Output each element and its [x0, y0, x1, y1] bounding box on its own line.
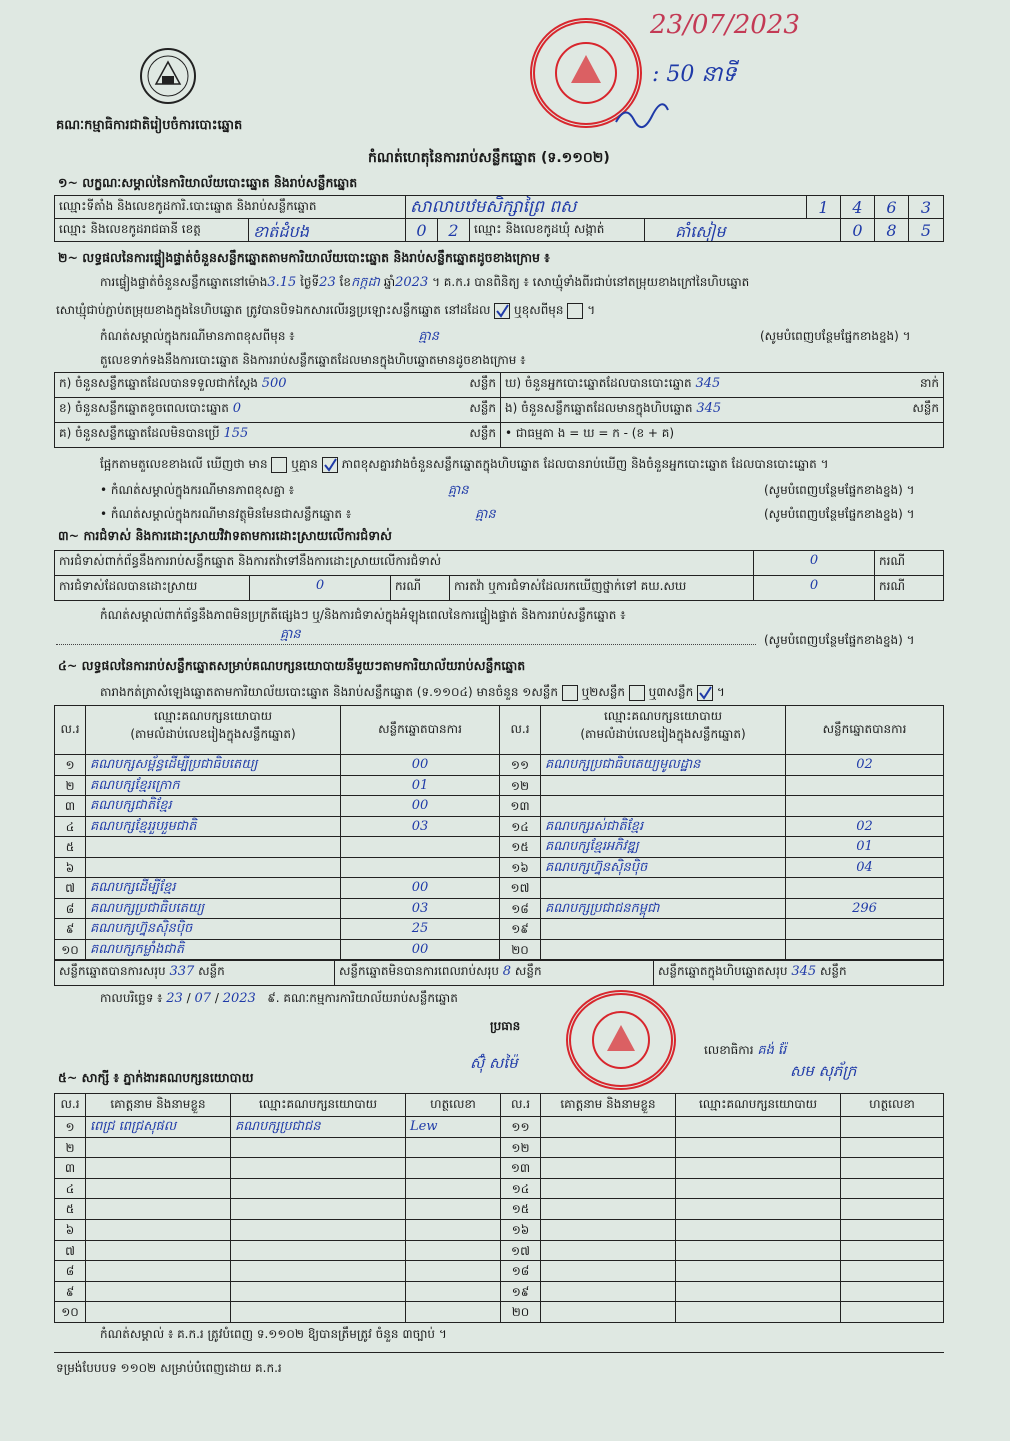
count-row-a-left: ក) ចំនួនសន្លឹកឆ្នោតដែលបានទទួលជាក់ស្តែង 500 សន្លឹក	[54, 372, 501, 398]
witness-row-sign	[405, 1198, 501, 1220]
station-code-1: 1	[806, 195, 841, 219]
witness-row-no: ៦	[54, 1219, 86, 1241]
result-row-no: ២	[54, 775, 86, 797]
complaint-row-1-value: 0	[753, 550, 875, 576]
count-row-b-right: ង) ចំនួនសន្លឹកឆ្នោតដែលមានក្នុងហិបឆ្នោត 345 សន្លឹក	[500, 397, 944, 423]
result-row-votes	[785, 795, 944, 817]
results-col-party-left: ឈ្មោះគណបក្សនយោបាយ (តាមលំដាប់លេខរៀងក្នុងសន្លឹកឆ្នោត)	[85, 705, 341, 755]
result-row-no: ១១	[499, 754, 541, 776]
three-sheet-checkbox[interactable]	[697, 685, 713, 701]
footer-divider	[54, 1352, 944, 1353]
total-invalid-cell: សន្លឹកឆ្នោតមិនបានការពេលរាប់សរុប 8 សន្លឹក	[334, 960, 654, 986]
witness-col-sign-right: ហត្ថលេខា	[840, 1093, 944, 1117]
result-row-no: ៥	[54, 836, 86, 858]
station-label: ឈ្មោះទីតាំង និងលេខកូដការិ.បោះឆ្នោត និងរាប់សន្លឹកឆ្នោត	[54, 195, 406, 219]
counts-intro: តួលេខទាក់ទងនឹងការបោះឆ្នោត និងការរាប់សន្លឹកឆ្នោតដែលមានក្នុងហិបឆ្នោតមានដូចខាងក្រោម ៖	[100, 353, 526, 367]
province-code-1: 0	[405, 218, 438, 242]
bullet-note-1: • កំណត់សម្គាល់ក្នុងករណីមានភាពខុសគ្នា ៖ គ្មាន	[100, 483, 469, 498]
witness-row-sign	[405, 1260, 501, 1282]
result-row-no: ៨	[54, 898, 86, 920]
witness-col-no-right: ល.រ	[500, 1093, 541, 1117]
tally-sheet-line: តារាងកត់ត្រាសំឡេងឆ្នោតតាមការិយាល័យបោះឆ្នោត និងរាប់សន្លឹកឆ្នោត (ទ.១១០៤) មានចំនួន ១សន្លឹក ឬ២សន្លឹក ឬ៣សន្លឹក ។	[100, 685, 725, 699]
witness-row-party	[675, 1281, 841, 1303]
witness-col-sign-left: ហត្ថលេខា	[405, 1093, 501, 1117]
province-value: ខាត់ដំបង	[248, 218, 406, 242]
complaint-row-2b-label: ការតវ៉ា ឬការជំទាស់ដែលរកឃើញថ្នាក់ទៅ គឃ.សឃ	[449, 575, 754, 601]
result-row-no: ១៨	[499, 898, 541, 920]
bottom-note: ទម្រង់បែបបទ ១១០២ សម្រាប់បំពេញដោយ គ.ក.រ	[56, 1361, 282, 1375]
witness-row-sign	[405, 1178, 501, 1200]
result-row-votes: 02	[785, 754, 944, 776]
chair-signature-name: ស៊ុំ សម៉ៃ	[470, 1054, 518, 1072]
footnote: កំណត់សម្គាល់ ៖ គ.ក.រ ត្រូវបំពេញ ទ.១១០២ ឱ្យបានត្រឹមត្រូវ ចំនួន ៣ច្បាប់ ។	[100, 1327, 447, 1341]
result-row-party: គណបក្សខ្មែររួបរួមជាតិ	[85, 816, 341, 838]
station-name-value: សាលាបឋមសិក្សាព្រៃ ពស	[405, 195, 807, 219]
witness-row-party	[675, 1260, 841, 1282]
section5-title: ៥~ សាក្សី ៖ ភ្នាក់ងារគណបក្សនយោបាយ	[58, 1070, 254, 1085]
witness-row-name	[540, 1281, 676, 1303]
witness-row-name	[540, 1178, 676, 1200]
station-code-2: 4	[840, 195, 875, 219]
witness-row-party	[230, 1137, 406, 1159]
witness-row-name: ពេជ្រ ពេជ្រសុផល	[85, 1116, 231, 1138]
witness-row-sign	[840, 1301, 944, 1323]
witness-row-sign	[405, 1219, 501, 1241]
province-code-2: 2	[437, 218, 470, 242]
witness-row-name	[85, 1137, 231, 1159]
verification-line-1: ការផ្ទៀងផ្ទាត់ចំនួនសន្លឹកឆ្នោតនៅម៉ោង3.15 ថ្ងៃទី23 ខែកក្កដា ឆ្នាំ2023 ។ គ.ក.រ បានពិនិត្យ ៖ សោឃ្មុំទាំងពីរជាប់នៅតម្រុយខាងក្រៅនៃហិបឆ្នោត	[100, 275, 750, 290]
section3-title: ៣~ ការជំទាស់ និងការដោះស្រាយវិវាទតាមការដោះស្រាយលើការជំទាស់	[58, 528, 392, 543]
witness-row-name	[85, 1219, 231, 1241]
result-row-party	[540, 918, 786, 940]
witness-row-party	[230, 1281, 406, 1303]
witness-row-sign	[405, 1137, 501, 1159]
station-code-3: 6	[874, 195, 909, 219]
station-code-4: 3	[908, 195, 944, 219]
result-row-party	[540, 795, 786, 817]
commune-label: ឈ្មោះ និងលេខកូដឃុំ សង្កាត់	[469, 218, 645, 242]
result-row-no: ១៣	[499, 795, 541, 817]
result-row-no: ១៦	[499, 857, 541, 879]
witness-row-party	[675, 1198, 841, 1220]
witness-row-no: ១៩	[500, 1281, 541, 1303]
total-valid-cell: សន្លឹកឆ្នោតបានការសរុប 337 សន្លឹក	[54, 960, 335, 986]
province-label: ឈ្មោះ និងលេខកូដរាជធានី ខេត្ត	[54, 218, 249, 242]
result-row-votes: 00	[340, 877, 500, 899]
commune-code-3: 5	[908, 218, 944, 242]
commune-code-1: 0	[840, 218, 875, 242]
count-row-formula: • ជាធម្មតា ង = ឃ = ក - (ខ + គ)	[500, 422, 944, 448]
complaint-row-2b-unit: ករណី	[874, 575, 944, 601]
witness-row-no: ១៥	[500, 1198, 541, 1220]
witness-row-sign	[405, 1240, 501, 1262]
witness-row-name	[540, 1219, 676, 1241]
result-row-party: គណបក្សហ្វ៊ុនស៊ិនប៉ិច	[540, 857, 786, 879]
result-row-party: គណបក្សប្រជាធិបតេយ្យមូលដ្ឋាន	[540, 754, 786, 776]
result-row-party: គណបក្សខ្មែរក្រោក	[85, 775, 341, 797]
result-row-votes: 00	[340, 795, 500, 817]
result-row-no: ១៤	[499, 816, 541, 838]
results-col-no-right: ល.រ	[499, 705, 541, 755]
witness-row-no: ១៦	[500, 1219, 541, 1241]
witness-col-no-left: ល.រ	[54, 1093, 86, 1117]
result-row-votes	[785, 918, 944, 940]
irregularity-note-label: កំណត់សម្គាល់ពាក់ព័ន្ធនឹងភាពមិនប្រក្រតីផ្សេងៗ ឬ/និងការជំទាស់ក្នុងអំឡុងពេលនៃការផ្ទៀងផ្ទាត់ និងការរាប់សន្លឹកឆ្នោត ៖	[100, 608, 626, 622]
witness-row-party	[230, 1260, 406, 1282]
result-row-no: ១២	[499, 775, 541, 797]
witness-row-name	[85, 1260, 231, 1282]
witness-row-sign	[405, 1301, 501, 1323]
witness-row-party	[230, 1219, 406, 1241]
witness-row-no: ១៤	[500, 1178, 541, 1200]
results-col-no-left: ល.រ	[54, 705, 86, 755]
witness-row-no: ៥	[54, 1198, 86, 1220]
result-row-votes	[785, 877, 944, 899]
official-stamp-bottom	[566, 990, 676, 1090]
count-row-a-right: ឃ) ចំនួនអ្នកបោះឆ្នោតដែលបានបោះឆ្នោត 345 នាក់	[500, 372, 944, 398]
witness-row-party	[675, 1240, 841, 1262]
changed-checkbox[interactable]	[567, 303, 583, 319]
fill-hint-4: (សូមបំពេញបន្ថែមផ្នែកខាងខ្នង) ។	[764, 633, 915, 647]
no-difference-checkbox[interactable]	[322, 457, 338, 473]
witness-row-name	[540, 1137, 676, 1159]
result-row-no: ៣	[54, 795, 86, 817]
witness-row-sign	[840, 1260, 944, 1282]
witness-row-name	[85, 1240, 231, 1262]
result-row-votes	[340, 857, 500, 879]
result-row-party: គណបក្សជាតិខ្មែរ	[85, 795, 341, 817]
witness-row-name	[540, 1240, 676, 1262]
result-row-party	[540, 877, 786, 899]
result-row-no: ២០	[499, 939, 541, 961]
commune-code-2: 8	[874, 218, 909, 242]
witness-row-no: ១២	[500, 1137, 541, 1159]
witness-row-name	[540, 1301, 676, 1323]
note-line: កំណត់សម្គាល់ក្នុងករណីមានភាពខុសពីមុន ៖ គ្មាន	[100, 329, 440, 344]
verification-line-2: សោឃ្មុំជាប់ភ្ជាប់តម្រុយខាងក្នុងនៃហិបឆ្នោត ត្រូវបានបិទឯកសារលើរន្ធប្រឡោះសន្លឹកឆ្នោត នៅដដែល ឬខុសពីមុន ។	[56, 303, 596, 317]
witness-row-sign	[405, 1281, 501, 1303]
result-row-no: ១	[54, 754, 86, 776]
result-row-votes: 25	[340, 918, 500, 940]
witness-row-name	[540, 1157, 676, 1179]
witness-row-sign	[840, 1240, 944, 1262]
handwritten-date: 23/07/2023	[650, 10, 800, 40]
result-row-votes	[340, 836, 500, 858]
witness-row-sign	[840, 1178, 944, 1200]
witness-row-party: គណបក្សប្រជាជន	[230, 1116, 406, 1138]
complaint-row-2-value: 0	[249, 575, 391, 601]
witness-row-party	[675, 1157, 841, 1179]
secretary-signature-name: សម សុភ័ក្រ	[790, 1062, 857, 1080]
total-box-cell: សន្លឹកឆ្នោតក្នុងហិបឆ្នោតសរុប 345 សន្លឹក	[653, 960, 944, 986]
result-row-no: ៧	[54, 877, 86, 899]
result-row-party: គណបក្សខ្មែរអភិវឌ្ឍ	[540, 836, 786, 858]
complaint-row-2b-value: 0	[753, 575, 875, 601]
commune-value: គាំសៀម	[644, 218, 841, 242]
witness-row-no: ២០	[500, 1301, 541, 1323]
result-row-votes: 296	[785, 898, 944, 920]
results-col-votes-right: សន្លឹកឆ្នោតបានការ	[785, 705, 944, 755]
result-row-votes: 00	[340, 939, 500, 961]
result-row-no: ១៩	[499, 918, 541, 940]
result-row-votes: 00	[340, 754, 500, 776]
nec-emblem-icon	[138, 46, 198, 106]
result-row-votes: 03	[340, 816, 500, 838]
note-dotted-line	[56, 644, 756, 645]
count-row-b-left: ខ) ចំនួនសន្លឹកឆ្នោតខូចពេលបោះឆ្នោត 0 សន្លឹក	[54, 397, 501, 423]
chair-label: ប្រធាន	[490, 1019, 521, 1033]
handwritten-signature-top	[612, 102, 672, 138]
org-name: គណៈកម្មាធិការជាតិរៀបចំការបោះឆ្នោត	[56, 118, 243, 133]
result-row-no: ១៥	[499, 836, 541, 858]
two-sheet-checkbox[interactable]	[629, 685, 645, 701]
irregularity-note-value: គ្មាន	[280, 627, 301, 642]
witness-row-name	[85, 1301, 231, 1323]
witness-row-no: ២	[54, 1137, 86, 1159]
witness-row-name	[85, 1178, 231, 1200]
result-row-no: ៤	[54, 816, 86, 838]
witness-row-no: ៨	[54, 1260, 86, 1282]
witness-row-party	[230, 1240, 406, 1262]
result-row-party	[540, 775, 786, 797]
witness-col-name-left: គោត្តនាម និងនាមខ្លួន	[85, 1093, 231, 1117]
bullet-note-2: • កំណត់សម្គាល់ក្នុងករណីមានវត្ថុមិនមែនជាសន្លឹកឆ្នោត ៖ គ្មាន	[100, 507, 496, 522]
result-row-party: គណបក្សដើម្បីខ្មែរ	[85, 877, 341, 899]
witness-row-name	[85, 1157, 231, 1179]
result-row-party: គណបក្សសម្ព័ន្ធដើម្បីប្រជាធិបតេយ្យ	[85, 754, 341, 776]
witness-row-party	[675, 1116, 841, 1138]
witness-row-name	[540, 1116, 676, 1138]
witness-row-name	[540, 1260, 676, 1282]
handwritten-time: : 50 នាទី	[652, 62, 737, 87]
section1-title: ១~ លក្ខណៈសម្គាល់នៃការិយាល័យបោះឆ្នោត និងរាប់សន្លឹកឆ្នោត	[58, 175, 358, 190]
witness-row-name	[540, 1198, 676, 1220]
results-col-party-right: ឈ្មោះគណបក្សនយោបាយ (តាមលំដាប់លេខរៀងក្នុងសន្លឹកឆ្នោត)	[540, 705, 786, 755]
witness-row-no: ១	[54, 1116, 86, 1138]
result-row-votes	[785, 939, 944, 961]
witness-row-sign	[840, 1281, 944, 1303]
fill-hint-1: (សូមបំពេញបន្ថែមផ្នែកខាងខ្នង) ។	[760, 329, 911, 343]
one-sheet-checkbox[interactable]	[562, 685, 578, 701]
witness-col-party-left: ឈ្មោះគណបក្សនយោបាយ	[230, 1093, 406, 1117]
witness-row-sign	[840, 1137, 944, 1159]
witness-row-no: ៤	[54, 1178, 86, 1200]
witness-row-party	[230, 1178, 406, 1200]
result-row-party	[85, 857, 341, 879]
unchanged-checkbox[interactable]	[494, 303, 510, 319]
comparison-line: ផ្អែកតាមតួលេខខាងលើ ឃើញថា មាន ឬគ្មាន ភាពខុសគ្នារវាងចំនួនសន្លឹកឆ្នោតក្នុងហិបឆ្នោត ដែលបានរាប់ឃើញ និងចំនួនអ្នកបោះឆ្នោត ដែលបានបោះឆ្នោត ។	[100, 457, 829, 471]
witness-row-name	[85, 1198, 231, 1220]
complaint-row-1-unit: ករណី	[874, 550, 944, 576]
witness-row-sign	[840, 1198, 944, 1220]
witness-row-party	[675, 1301, 841, 1323]
count-row-c-left: គ) ចំនួនសន្លឹកឆ្នោតដែលមិនបានប្រើ 155 សន្លឹក	[54, 422, 501, 448]
result-row-no: ៩	[54, 918, 86, 940]
secretary-line: លេខាធិការ គង់ រ៉ែ	[704, 1043, 787, 1058]
witness-row-sign	[840, 1116, 944, 1138]
witness-row-party	[675, 1219, 841, 1241]
witness-row-no: ១៧	[500, 1240, 541, 1262]
has-difference-checkbox[interactable]	[271, 457, 287, 473]
witness-row-party	[230, 1198, 406, 1220]
section2-title: ២~ លទ្ធផលនៃការផ្ទៀងផ្ទាត់ចំនួនសន្លឹកឆ្នោតតាមការិយាល័យបោះឆ្នោត និងរាប់សន្លឹកឆ្នោតដូចខាងក្រោម ៖	[58, 250, 550, 265]
result-row-votes: 02	[785, 816, 944, 838]
complaint-row-2-unit: ករណី	[390, 575, 450, 601]
result-row-party: គណបក្សប្រជាជនកម្ពុជា	[540, 898, 786, 920]
witness-col-party-right: ឈ្មោះគណបក្សនយោបាយ	[675, 1093, 841, 1117]
witness-row-sign	[840, 1157, 944, 1179]
result-row-party	[85, 836, 341, 858]
witness-row-sign	[840, 1219, 944, 1241]
result-row-votes: 04	[785, 857, 944, 879]
result-row-party: គណបក្សប្រជាធិបតេយ្យ	[85, 898, 341, 920]
result-row-party	[540, 939, 786, 961]
result-row-votes: 03	[340, 898, 500, 920]
result-row-votes	[785, 775, 944, 797]
result-row-no: ១៧	[499, 877, 541, 899]
witness-row-no: ៩	[54, 1281, 86, 1303]
witness-row-no: ១១	[500, 1116, 541, 1138]
result-row-party: គណបក្សហ្វ៊ុនស៊ិនប៉ិច	[85, 918, 341, 940]
witness-row-no: ១០	[54, 1301, 86, 1323]
form-title: កំណត់ហេតុនៃការរាប់សន្លឹកឆ្នោត (ទ.១១០២)	[368, 150, 610, 166]
witness-row-sign	[405, 1157, 501, 1179]
complaint-row-1-label: ការជំទាស់ពាក់ព័ន្ធនឹងការរាប់សន្លឹកឆ្នោត និងការតវ៉ាទៅនឹងការដោះស្រាយលើការជំទាស់	[54, 550, 754, 576]
witness-row-party	[230, 1157, 406, 1179]
witness-row-party	[675, 1178, 841, 1200]
result-row-party: គណបក្សរស់ជាតិខ្មែរ	[540, 816, 786, 838]
witness-row-no: ១៨	[500, 1260, 541, 1282]
result-row-votes: 01	[785, 836, 944, 858]
witness-row-name	[85, 1281, 231, 1303]
result-row-no: ១០	[54, 939, 86, 961]
results-col-votes-left: សន្លឹកឆ្នោតបានការ	[340, 705, 500, 755]
witness-row-party	[675, 1137, 841, 1159]
result-row-party: គណបក្សកម្លាំងជាតិ	[85, 939, 341, 961]
section4-title: ៤~ លទ្ធផលនៃការរាប់សន្លឹកឆ្នោតសម្រាប់គណបក្សនយោបាយនីមួយៗតាមការិយាល័យរាប់សន្លឹកឆ្នោត	[58, 658, 526, 673]
witness-row-no: ១៣	[500, 1157, 541, 1179]
fill-hint-3: (សូមបំពេញបន្ថែមផ្នែកខាងខ្នង) ។	[764, 507, 915, 521]
complaint-row-2-label: ការជំទាស់ដែលបានដោះស្រាយ	[54, 575, 250, 601]
witness-row-no: ៣	[54, 1157, 86, 1179]
result-row-votes: 01	[340, 775, 500, 797]
witness-row-sign: Lew	[405, 1116, 501, 1138]
witness-row-no: ៧	[54, 1240, 86, 1262]
fill-hint-2: (សូមបំពេញបន្ថែមផ្នែកខាងខ្នង) ។	[764, 483, 915, 497]
witness-row-party	[230, 1301, 406, 1323]
result-row-no: ៦	[54, 857, 86, 879]
result-date-line: កាលបរិច្ឆេទ ៖ 23 / 07 / 2023 ៩. គណៈកម្មការការិយាល័យរាប់សន្លឹកឆ្នោត	[100, 991, 458, 1006]
witness-col-name-right: គោត្តនាម និងនាមខ្លួន	[540, 1093, 676, 1117]
